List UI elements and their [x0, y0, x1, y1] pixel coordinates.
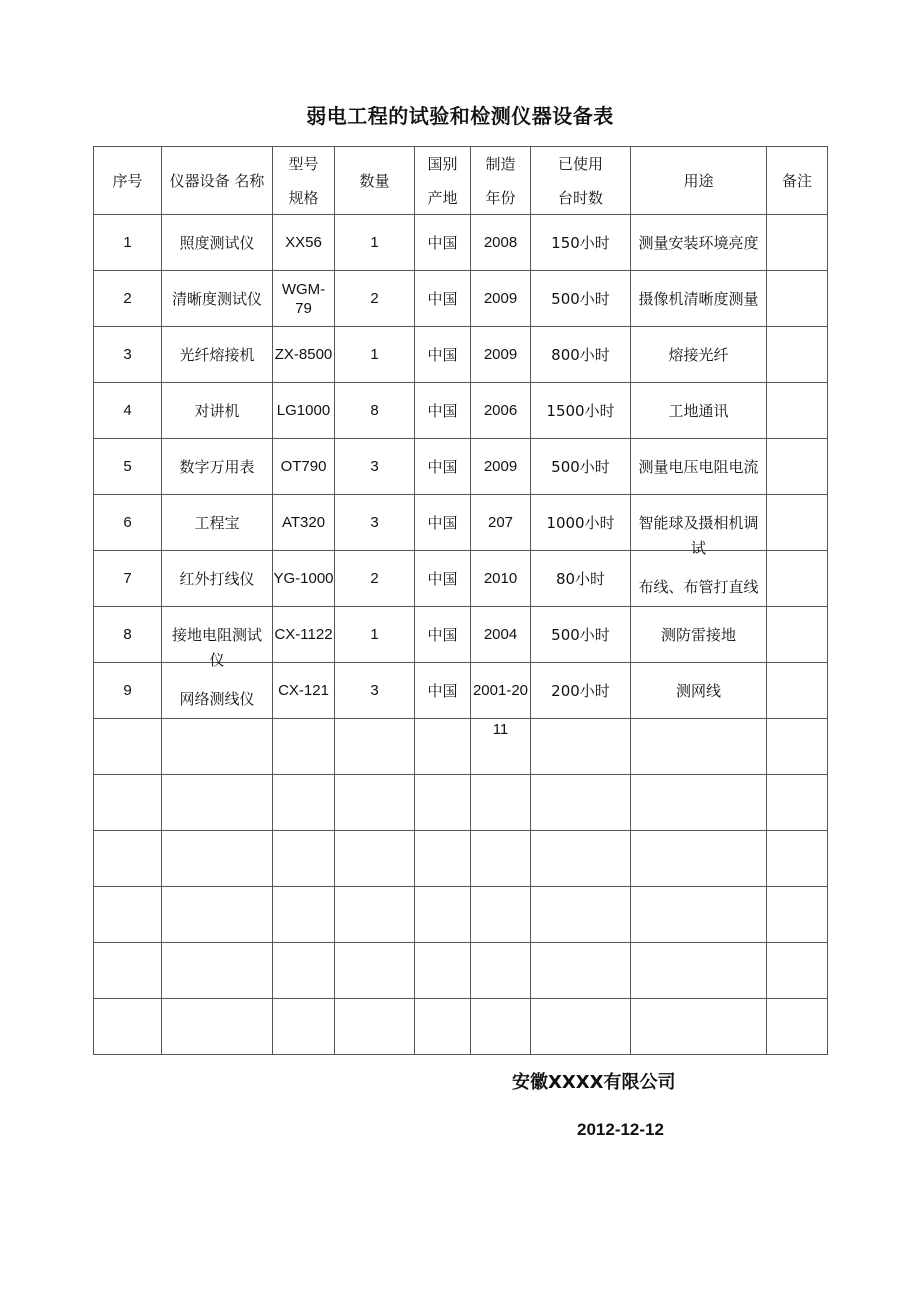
cell-model: CX-121 [273, 663, 335, 719]
cell-name-text: 网络测线仪 [179, 690, 255, 708]
cell-qty: 3 [335, 495, 415, 551]
table-row [94, 327, 828, 383]
empty-cell [162, 999, 273, 1055]
empty-cell [631, 887, 767, 943]
cell-model: YG-1000 [273, 551, 335, 607]
header-origin [415, 147, 471, 215]
cell-origin: 中国 [415, 383, 471, 439]
empty-table-row [94, 887, 828, 943]
cell-name: 红外打线仪 [162, 551, 273, 607]
empty-cell [471, 775, 531, 831]
empty-cell [631, 719, 767, 775]
cell-year: 2009 [471, 327, 531, 383]
page-title: 弱电工程的试验和检测仪器设备表 [306, 104, 614, 128]
empty-cell [471, 831, 531, 887]
table-row [94, 215, 828, 271]
empty-table-row [94, 943, 828, 999]
cell-usage: 工地通讯 [631, 383, 767, 439]
equipment-table [93, 146, 828, 1055]
empty-cell [335, 719, 415, 775]
cell-qty: 3 [335, 439, 415, 495]
empty-cell [471, 999, 531, 1055]
empty-cell [631, 999, 767, 1055]
cell-model: OT790 [273, 439, 335, 495]
cell-hours: 150小时 [531, 215, 631, 271]
cell-model: CX-1122 [273, 607, 335, 663]
cell-note [767, 383, 828, 439]
cell-hours: 500小时 [531, 439, 631, 495]
cell-model: LG1000 [273, 383, 335, 439]
header-year [471, 147, 531, 215]
empty-cell [767, 775, 828, 831]
cell-hours: 500小时 [531, 271, 631, 327]
empty-cell [531, 943, 631, 999]
cell-usage-overflow: 试 [690, 539, 706, 557]
cell-seq: 8 [94, 607, 162, 663]
empty-cell [273, 831, 335, 887]
cell-name: 光纤熔接机 [162, 327, 273, 383]
cell-note [767, 663, 828, 719]
cell-origin: 中国 [415, 327, 471, 383]
empty-cell [162, 775, 273, 831]
empty-cell [273, 775, 335, 831]
empty-cell [94, 943, 162, 999]
table-row [94, 551, 828, 607]
cell-seq: 5 [94, 439, 162, 495]
cell-hours: 1000小时 [531, 495, 631, 551]
cell-usage: 测网线 [631, 663, 767, 719]
empty-cell [335, 775, 415, 831]
cell-qty: 2 [335, 551, 415, 607]
cell-model: AT320 [273, 495, 335, 551]
cell-model: XX56 [273, 215, 335, 271]
cell-model-line2: 79 [295, 299, 312, 317]
empty-cell [531, 999, 631, 1055]
empty-cell [471, 943, 531, 999]
cell-hours: 500小时 [531, 607, 631, 663]
header-name: 仪器设备 名称 [162, 147, 273, 215]
cell-name [162, 663, 273, 719]
header-note: 备注 [767, 147, 828, 215]
cell-year: 2004 [471, 607, 531, 663]
empty-cell [631, 775, 767, 831]
table-row [94, 607, 828, 663]
empty-cell [162, 943, 273, 999]
cell-hours: 800小时 [531, 327, 631, 383]
table-row [94, 495, 828, 551]
cell-usage-text: 布线、布管打直线 [638, 578, 759, 596]
company-name: 安徽XXXX有限公司 [512, 1072, 676, 1093]
empty-table-row [94, 831, 828, 887]
empty-cell [415, 775, 471, 831]
empty-cell [767, 831, 828, 887]
empty-cell [94, 775, 162, 831]
header-seq: 序号 [94, 147, 162, 215]
table-row [94, 383, 828, 439]
cell-hours: 1500小时 [531, 383, 631, 439]
cell-note [767, 495, 828, 551]
cell-year: 2009 [471, 439, 531, 495]
cell-seq: 4 [94, 383, 162, 439]
empty-cell [94, 999, 162, 1055]
table-row [94, 663, 828, 719]
cell-seq: 9 [94, 663, 162, 719]
empty-table-row [94, 775, 828, 831]
empty-table-row [94, 719, 828, 775]
cell-qty: 1 [335, 607, 415, 663]
table-header-row [94, 147, 828, 215]
cell-note [767, 439, 828, 495]
empty-cell [531, 887, 631, 943]
cell-usage [631, 551, 767, 607]
document-date: 2012-12-12 [577, 1120, 664, 1139]
empty-cell [415, 943, 471, 999]
cell-year: 2006 [471, 383, 531, 439]
empty-cell [162, 831, 273, 887]
empty-cell [335, 831, 415, 887]
empty-cell [531, 831, 631, 887]
cell-usage-text: 智能球及摄相机调 [638, 514, 759, 532]
cell-seq: 3 [94, 327, 162, 383]
table-row [94, 439, 828, 495]
header-year-line2: 年份 [485, 188, 516, 207]
empty-table-row [94, 999, 828, 1055]
empty-cell [415, 999, 471, 1055]
header-usage: 用途 [631, 147, 767, 215]
empty-cell [531, 719, 631, 775]
empty-cell [415, 831, 471, 887]
header-origin-line1: 国别 [427, 154, 458, 173]
header-model-line2: 规格 [288, 188, 319, 207]
empty-cell [335, 887, 415, 943]
empty-cell [531, 775, 631, 831]
empty-cell [273, 719, 335, 775]
cell-usage: 测量电压电阻电流 [631, 439, 767, 495]
cell-note [767, 215, 828, 271]
cell-origin: 中国 [415, 439, 471, 495]
empty-cell [335, 943, 415, 999]
cell-note [767, 271, 828, 327]
cell-origin: 中国 [415, 271, 471, 327]
header-hours-line2: 台时数 [557, 188, 603, 207]
cell-usage: 熔接光纤 [631, 327, 767, 383]
cell-note [767, 327, 828, 383]
empty-cell [631, 831, 767, 887]
cell-origin: 中国 [415, 663, 471, 719]
cell-model: ZX-8500 [273, 327, 335, 383]
header-hours-line1: 已使用 [557, 154, 603, 173]
empty-cell [335, 999, 415, 1055]
cell-origin: 中国 [415, 607, 471, 663]
empty-cell [631, 943, 767, 999]
cell-year: 207 [471, 495, 531, 551]
cell-qty: 1 [335, 327, 415, 383]
empty-cell [94, 831, 162, 887]
cell-note [767, 607, 828, 663]
cell-seq: 6 [94, 495, 162, 551]
header-qty: 数量 [335, 147, 415, 215]
cell-name [162, 607, 273, 669]
cell-model-line1: WGM- [281, 280, 326, 298]
cell-usage: 测防雷接地 [631, 607, 767, 663]
cell-name-text: 接地电阻测试 [171, 626, 262, 644]
cell-year-overflow: 11 [492, 721, 509, 738]
header-origin-line2: 产地 [427, 188, 458, 207]
cell-year: 2010 [471, 551, 531, 607]
empty-rows [94, 719, 828, 1055]
empty-cell [415, 719, 471, 775]
cell-usage [631, 495, 767, 557]
cell-year: 2008 [471, 215, 531, 271]
cell-seq: 2 [94, 271, 162, 327]
empty-cell [94, 719, 162, 775]
cell-origin: 中国 [415, 215, 471, 271]
header-hours [531, 147, 631, 215]
cell-year [471, 663, 531, 738]
header-model-line1: 型号 [288, 154, 319, 173]
empty-cell [273, 887, 335, 943]
cell-year: 2009 [471, 271, 531, 327]
empty-cell [162, 887, 273, 943]
cell-hours: 200小时 [531, 663, 631, 719]
empty-cell [767, 999, 828, 1055]
cell-hours: 80小时 [531, 551, 631, 607]
cell-qty: 8 [335, 383, 415, 439]
empty-cell [471, 719, 531, 775]
cell-seq: 1 [94, 215, 162, 271]
cell-name: 照度测试仪 [162, 215, 273, 271]
header-year-line1: 制造 [485, 154, 516, 173]
empty-cell [471, 887, 531, 943]
cell-note [767, 551, 828, 607]
empty-cell [767, 887, 828, 943]
cell-name: 清晰度测试仪 [162, 271, 273, 327]
cell-model [273, 271, 335, 327]
cell-qty: 3 [335, 663, 415, 719]
cell-origin: 中国 [415, 551, 471, 607]
empty-cell [162, 719, 273, 775]
cell-usage: 摄像机清晰度测量 [631, 271, 767, 327]
cell-usage: 测量安装环境亮度 [631, 215, 767, 271]
header-model [273, 147, 335, 215]
empty-cell [273, 999, 335, 1055]
cell-seq: 7 [94, 551, 162, 607]
table-row [94, 271, 828, 327]
empty-cell [94, 887, 162, 943]
cell-name: 数字万用表 [162, 439, 273, 495]
empty-cell [767, 943, 828, 999]
cell-name-overflow: 仪 [209, 651, 225, 669]
cell-name: 工程宝 [162, 495, 273, 551]
empty-cell [767, 719, 828, 775]
cell-name: 对讲机 [162, 383, 273, 439]
cell-year-text: 2001-20 [472, 682, 529, 699]
empty-cell [273, 943, 335, 999]
cell-origin: 中国 [415, 495, 471, 551]
cell-qty: 2 [335, 271, 415, 327]
cell-qty: 1 [335, 215, 415, 271]
empty-cell [415, 887, 471, 943]
